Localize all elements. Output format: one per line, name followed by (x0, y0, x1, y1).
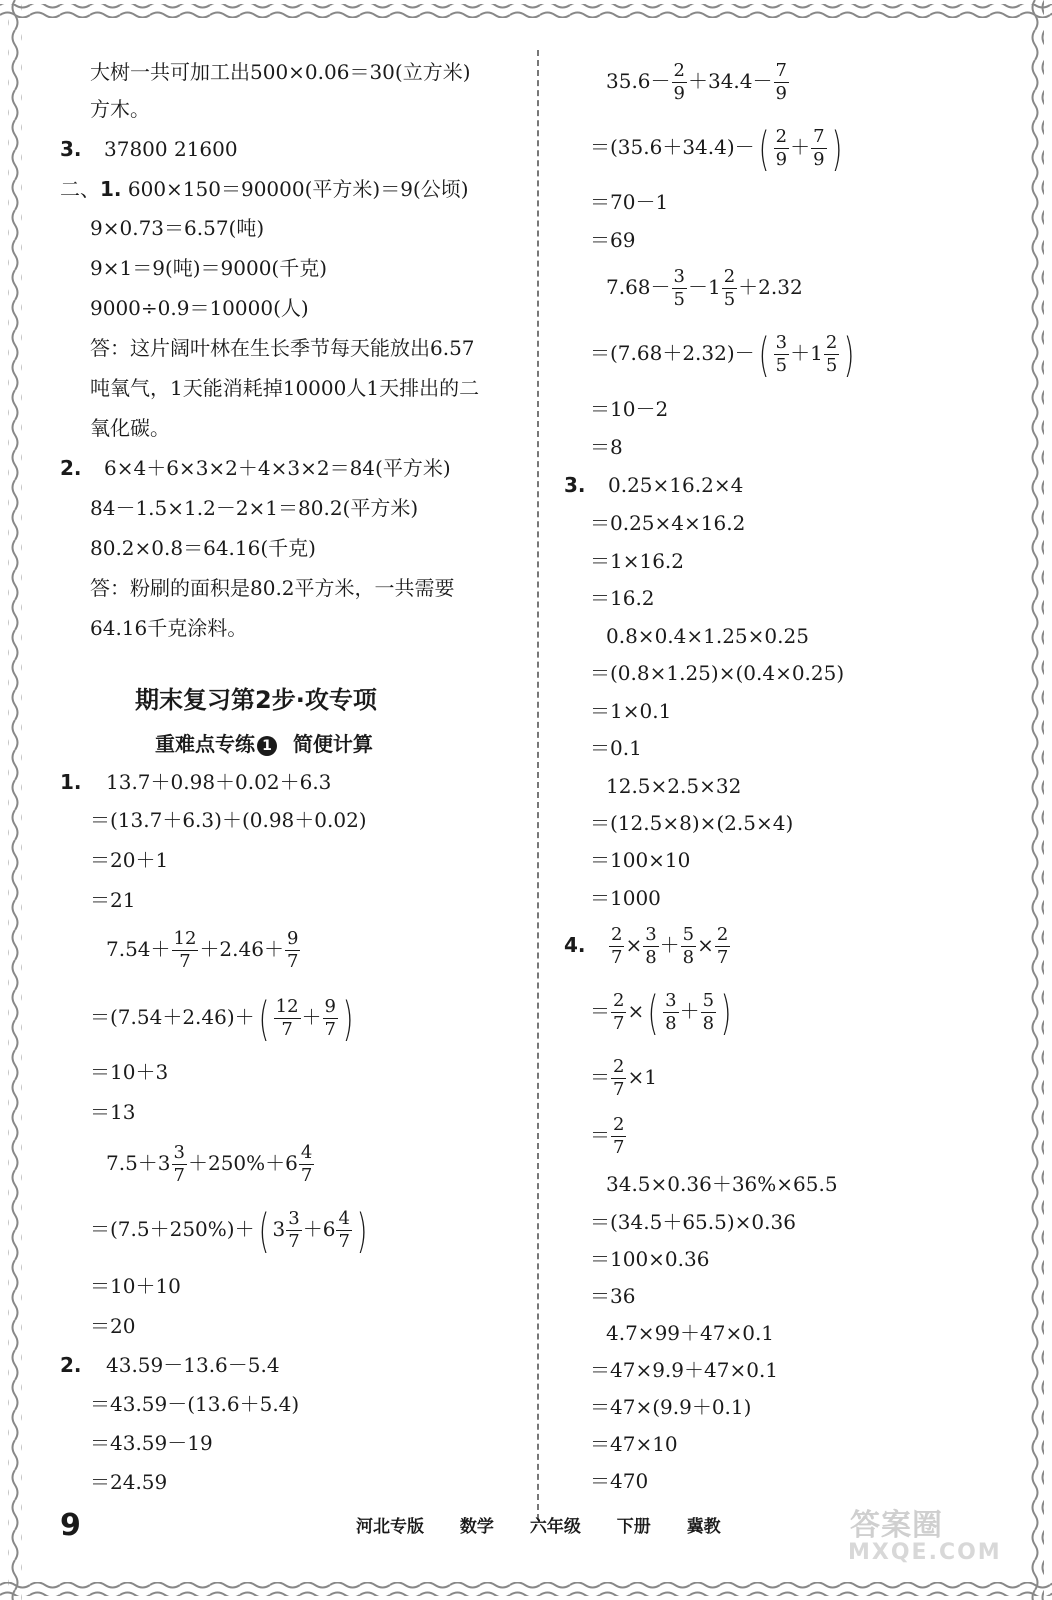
numerator: 2 (775, 126, 788, 147)
text-line: 80.2×0.8＝64.16(千克) (90, 536, 316, 560)
section-title: 期末复习第2步·攻专项 (135, 686, 377, 714)
problem-1 (60, 770, 331, 794)
step-line: ＝0.1 (590, 736, 642, 760)
expr-part: 3 (272, 1217, 286, 1241)
text-line: 方木。 (90, 97, 150, 121)
watermark-url: MXQE.COM (848, 1540, 1002, 1565)
fraction (611, 990, 626, 1035)
expr-part: ＋2.32 (738, 275, 803, 299)
fraction (663, 990, 678, 1035)
watermark-logo: 答案圈 (850, 1508, 943, 1543)
text-line: 9×1＝9(吨)＝9000(千克) (90, 256, 328, 280)
denominator: 7 (281, 1019, 293, 1040)
step-line: ＝20＋1 (90, 848, 169, 872)
numerator: 12 (275, 996, 299, 1017)
fraction (681, 924, 696, 969)
answer-text: 37800 21600 (104, 137, 238, 161)
question-number: 3. (564, 473, 586, 497)
question-number: 2. (60, 456, 82, 480)
fraction (172, 1142, 187, 1187)
numerator: 9 (324, 996, 336, 1017)
denominator: 9 (775, 149, 788, 170)
fraction (285, 928, 300, 973)
denominator: 9 (813, 149, 825, 170)
footer-volume: 下册 (616, 1517, 651, 1537)
denominator: 7 (288, 1231, 300, 1252)
expression: 13.7＋0.98＋0.02＋6.3 (106, 770, 332, 794)
fraction (715, 924, 730, 969)
expr-part: 7.54＋ (106, 937, 171, 961)
fraction (701, 990, 716, 1035)
text-line: 答：粉刷的面积是80.2平方米，一共需要 (90, 576, 455, 600)
expr-part: ＝(35.6＋34.4)－ (590, 135, 755, 159)
step-line: ＝36 (590, 1284, 636, 1308)
step-line: ＝(34.5＋65.5)×0.36 (590, 1210, 796, 1234)
numerator: 2 (611, 924, 623, 945)
fraction (323, 996, 338, 1041)
expr-part: ＋ (790, 135, 811, 159)
step-line: ＝1×16.2 (590, 549, 685, 573)
step-line: ＝8 (590, 435, 623, 459)
step-line: ＝47×10 (590, 1432, 678, 1456)
step-line: ＝69 (590, 228, 636, 252)
text-line: 答：这片阔叶林在生长季节每天能放出6.57 (90, 336, 475, 360)
text-line: 84－1.5×1.2－2×1＝80.2(平方米) (90, 496, 419, 520)
fraction (722, 266, 737, 311)
denominator: 5 (775, 355, 788, 376)
denominator: 7 (286, 951, 299, 972)
expression-line (606, 262, 803, 312)
page-number: 9 (60, 1508, 81, 1543)
step-line: ＝1000 (590, 886, 661, 910)
text-line: 9000÷0.9＝10000(人) (90, 296, 309, 320)
step-line: ＝16.2 (590, 586, 655, 610)
fraction (643, 924, 658, 969)
numerator: 2 (825, 332, 838, 353)
step-line: ＝43.59－(13.6＋5.4) (90, 1392, 300, 1416)
subtitle-text: 重难点专练 (155, 732, 255, 756)
big-paren-open: ( (258, 1203, 269, 1258)
numerator: 2 (613, 990, 625, 1011)
question-number: 1. (60, 770, 82, 794)
question-2 (60, 456, 451, 480)
denominator: 7 (613, 1079, 625, 1100)
step-line: ＝43.59－19 (90, 1431, 213, 1455)
footer-subject: 数学 (459, 1517, 494, 1537)
footer-info (356, 1512, 751, 1537)
question-number: 1. (100, 177, 122, 201)
expr-part: ＋34.4－ (687, 69, 773, 93)
numerator: 5 (702, 990, 715, 1011)
expr-part: ＝(7.54＋2.46)＋ (90, 1005, 255, 1029)
numerator: 3 (288, 1208, 300, 1229)
fraction (299, 1142, 314, 1187)
expr-part: ＋2.46＋ (199, 937, 284, 961)
expr-part: × (627, 999, 645, 1023)
step-line: ＝47×9.9＋47×0.1 (590, 1358, 779, 1382)
big-paren-close: ) (720, 985, 732, 1040)
fraction (274, 996, 301, 1041)
problem-3 (564, 473, 743, 497)
denominator: 8 (665, 1013, 677, 1034)
expression-line: 4.7×99＋47×0.1 (606, 1321, 775, 1345)
problem-4 (564, 920, 731, 970)
numerator: 3 (645, 924, 657, 945)
numerator: 12 (173, 928, 197, 949)
expr-part: ＝ (590, 999, 610, 1023)
column-divider (537, 50, 539, 1520)
fraction (611, 1114, 626, 1159)
expr-part: ＝ (590, 1065, 610, 1089)
expr-part: ＋1 (790, 341, 823, 365)
denominator: 5 (723, 289, 736, 310)
step-line: ＝100×10 (590, 848, 691, 872)
text-line: 氧化碳。 (90, 416, 170, 440)
expr-part: × (625, 933, 643, 957)
fraction (609, 924, 624, 969)
denominator: 7 (179, 951, 191, 972)
denominator: 8 (682, 947, 695, 968)
fraction (672, 266, 687, 311)
fraction (286, 1208, 301, 1253)
fraction (774, 60, 789, 105)
big-paren-close: ) (843, 327, 855, 382)
fraction (811, 126, 826, 171)
step-line: ＝(12.5×8)×(2.5×4) (590, 811, 794, 835)
step-line: ＝(13.7＋6.3)＋(0.98＋0.02) (90, 808, 367, 832)
step-line (590, 327, 858, 382)
step-line: ＝20 (90, 1314, 136, 1338)
expr-part: ＝(7.68＋2.32)－ (590, 341, 755, 365)
big-paren-close: ) (342, 991, 354, 1046)
denominator: 8 (645, 947, 657, 968)
numerator: 7 (775, 60, 787, 81)
answer-text: 600×150＝90000(平方米)＝9(公顷) (127, 177, 469, 201)
step-line (590, 985, 735, 1040)
numerator: 2 (723, 266, 736, 287)
numerator: 2 (673, 60, 685, 81)
expr-part: 35.6－ (606, 69, 671, 93)
step-line: ＝470 (590, 1469, 649, 1493)
question-number: 4. (564, 933, 586, 957)
step-line: ＝10＋10 (90, 1274, 181, 1298)
numerator: 3 (173, 1142, 185, 1163)
expression-line (106, 1138, 315, 1188)
text-line: 9×0.73＝6.57(吨) (90, 216, 265, 240)
subtitle-topic: 简便计算 (292, 732, 373, 756)
denominator: 9 (673, 83, 685, 104)
step-line: ＝0.25×4×16.2 (590, 511, 746, 535)
numerator: 9 (286, 928, 299, 949)
text-line: 大树一共可加工出500×0.06＝30(立方米) (90, 60, 471, 84)
expression-line (606, 56, 790, 106)
step-line: ＝70－1 (590, 190, 669, 214)
big-paren-open: ( (758, 327, 770, 382)
answer-text: 6×4＋6×3×2＋4×3×2＝84(平方米) (104, 456, 451, 480)
section-subtitle (155, 728, 373, 757)
numerator: 3 (775, 332, 788, 353)
circled-number-icon: 1 (257, 736, 277, 756)
big-paren-open: ( (258, 991, 270, 1046)
denominator: 7 (338, 1231, 350, 1252)
denominator: 8 (702, 1013, 715, 1034)
expr-part: ＋6 (302, 1217, 336, 1241)
expr-part: ＋ (659, 933, 680, 957)
expression: 0.25×16.2×4 (608, 473, 744, 497)
denominator: 7 (300, 1165, 313, 1186)
section-2-question-1 (60, 177, 469, 201)
expression-line: 12.5×2.5×32 (606, 774, 742, 798)
fraction (824, 332, 839, 377)
big-paren-open: ( (758, 121, 770, 176)
expr-part: 7.5＋3 (106, 1151, 171, 1175)
section-label: 二、 (60, 177, 100, 201)
numerator: 3 (665, 990, 677, 1011)
expr-part: 7.68－ (606, 275, 671, 299)
step-line: ＝24.59 (90, 1470, 168, 1494)
numerator: 4 (338, 1208, 350, 1229)
step-line: ＝(0.8×1.25)×(0.4×0.25) (590, 661, 845, 685)
question-number: 2. (60, 1353, 82, 1377)
expression: 43.59－13.6－5.4 (106, 1353, 280, 1377)
numerator: 2 (613, 1114, 625, 1135)
numerator: 5 (682, 924, 695, 945)
numerator: 7 (813, 126, 825, 147)
expr-part: ＝(7.5＋250%)＋ (90, 1217, 255, 1241)
denominator: 5 (825, 355, 838, 376)
expr-part: ＋ (679, 999, 700, 1023)
numerator: 4 (300, 1142, 313, 1163)
big-paren-open: ( (647, 985, 659, 1040)
footer-publisher: 冀教 (686, 1517, 721, 1537)
denominator: 7 (613, 1137, 625, 1158)
footer-edition: 河北专版 (356, 1517, 424, 1537)
step-line (590, 1052, 657, 1102)
step-line (90, 1203, 371, 1258)
step-line: ＝100×0.36 (590, 1247, 710, 1271)
fraction (672, 60, 687, 105)
expression-line (106, 924, 301, 974)
question-3 (60, 137, 238, 161)
denominator: 9 (775, 83, 787, 104)
expr-part: ＋250%＋6 (187, 1151, 298, 1175)
question-number: 3. (60, 137, 82, 161)
big-paren-close: ) (831, 121, 842, 176)
fraction (172, 928, 199, 973)
step-line: ＝1×0.1 (590, 699, 672, 723)
expr-part: ×1 (627, 1065, 657, 1089)
footer-grade: 六年级 (529, 1517, 581, 1537)
denominator: 7 (324, 1019, 336, 1040)
numerator: 2 (716, 924, 729, 945)
numerator: 3 (673, 266, 685, 287)
problem-2 (60, 1353, 280, 1377)
denominator: 7 (173, 1165, 185, 1186)
fraction (774, 332, 789, 377)
denominator: 7 (716, 947, 729, 968)
numerator: 2 (613, 1056, 625, 1077)
step-line: ＝47×(9.9＋0.1) (590, 1395, 752, 1419)
text-line: 吨氧气，1天能消耗掉10000人1天排出的二 (90, 376, 480, 400)
step-line (90, 991, 357, 1046)
expression-line: 34.5×0.36＋36%×65.5 (606, 1172, 838, 1196)
fraction (611, 1056, 626, 1101)
denominator: 7 (613, 1013, 625, 1034)
expr-part: ＋ (301, 1005, 322, 1029)
denominator: 7 (611, 947, 623, 968)
fraction (336, 1208, 351, 1253)
big-paren-close: ) (356, 1203, 368, 1258)
expr-part: －1 (687, 275, 721, 299)
step-line (590, 1110, 627, 1160)
step-line (590, 121, 845, 176)
step-line: ＝21 (90, 888, 136, 912)
expr-part: × (697, 933, 714, 957)
expr-part: ＝ (590, 1123, 610, 1147)
denominator: 5 (673, 289, 685, 310)
expression-line: 0.8×0.4×1.25×0.25 (606, 624, 809, 648)
fraction (774, 126, 789, 171)
step-line: ＝10－2 (590, 397, 669, 421)
step-line: ＝13 (90, 1100, 136, 1124)
step-line: ＝10＋3 (90, 1060, 169, 1084)
text-line: 64.16千克涂料。 (90, 616, 248, 640)
